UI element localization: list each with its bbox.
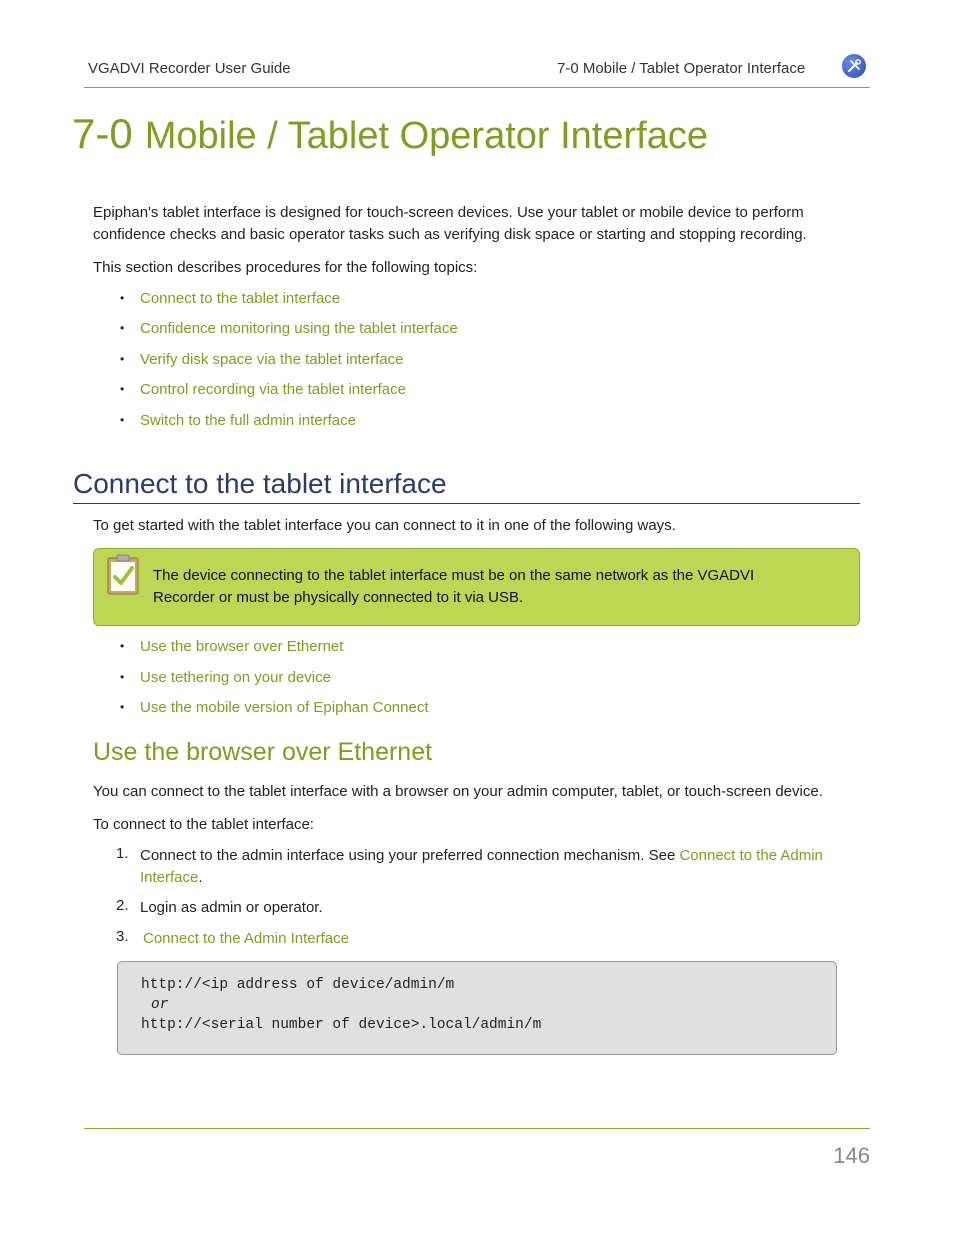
code-block [117,961,837,1055]
chapter-title-text: Mobile / Tablet Operator Interface [144,115,708,157]
topic-link[interactable]: • Control recording via the tablet interface [124,381,406,398]
header-doc-title: VGADVI Recorder User Guide [88,60,291,77]
subsection-heading: Use the browser over Ethernet [93,738,433,766]
intro-paragraph [93,202,807,246]
topic-link[interactable]: • Verify disk space via the tablet interface [124,351,403,368]
note-text [153,565,754,609]
intro-line-1: Epiphan's tablet interface is designed for touch-screen devices. Use your tablet or mobile device to perform [93,204,804,221]
way-link[interactable]: • Use tethering on your device [124,669,331,686]
section-heading: Connect to the tablet interface [73,468,447,499]
step-2-text: Login as admin or operator. [140,899,323,916]
footer-rule [84,1128,870,1129]
admin-interface-link-cont[interactable]: Interface [140,869,199,886]
chapter-number: 7-0 [72,110,133,157]
section-intro: To get started with the tablet interface you can connect to it in one of the following ways. [93,517,676,534]
note-line-1: The device connecting to the tablet interface must be on the same network as the VGADVI [153,567,755,584]
topic-link[interactable]: • Confidence monitoring using the tablet interface [124,320,458,337]
note-line-2: Recorder or must be physically connected to it via USB. [153,589,524,606]
clipboard-check-icon [106,553,140,595]
step-1-continuation: Interface. [140,869,203,886]
section-rule [73,503,860,504]
topic-link[interactable]: • Switch to the full admin interface [124,412,356,429]
tools-icon [842,54,866,78]
chapter-title [72,110,708,158]
code-line-2: http://<serial number of device>.local/admin/m [141,1017,542,1033]
admin-interface-link[interactable]: Connect to the Admin [679,847,823,864]
code-line-or: or [151,997,169,1013]
page-number: 146 [833,1143,870,1168]
step-1-text: Connect to the admin interface using your preferred connection mechanism. See Connect to the Admin [140,847,823,864]
way-link[interactable]: • Use the mobile version of Epiphan Connect [124,699,429,716]
way-link[interactable]: • Use the browser over Ethernet [124,638,343,655]
subsection-paragraph: You can connect to the tablet interface with a browser on your admin computer, tablet, or touch-screen device. [93,783,823,800]
intro-line-2: confidence checks and basic operator tasks such as verifying disk space or starting and stopping recording. [93,226,807,243]
header-chapter-title: 7-0 Mobile / Tablet Operator Interface [557,60,806,77]
header-rule [84,87,870,88]
step-number: 3. [116,928,129,945]
steps-intro: To connect to the tablet interface: [93,816,314,833]
step-number: 1. [116,845,129,862]
topics-intro: This section describes procedures for the following topics: [93,259,478,276]
step-number: 2. [116,897,129,914]
code-line-1: http://<ip address of device/admin/m [141,977,455,993]
step-3-link[interactable]: Connect to the Admin Interface [143,930,349,947]
topic-link[interactable]: • Connect to the tablet interface [124,290,340,307]
